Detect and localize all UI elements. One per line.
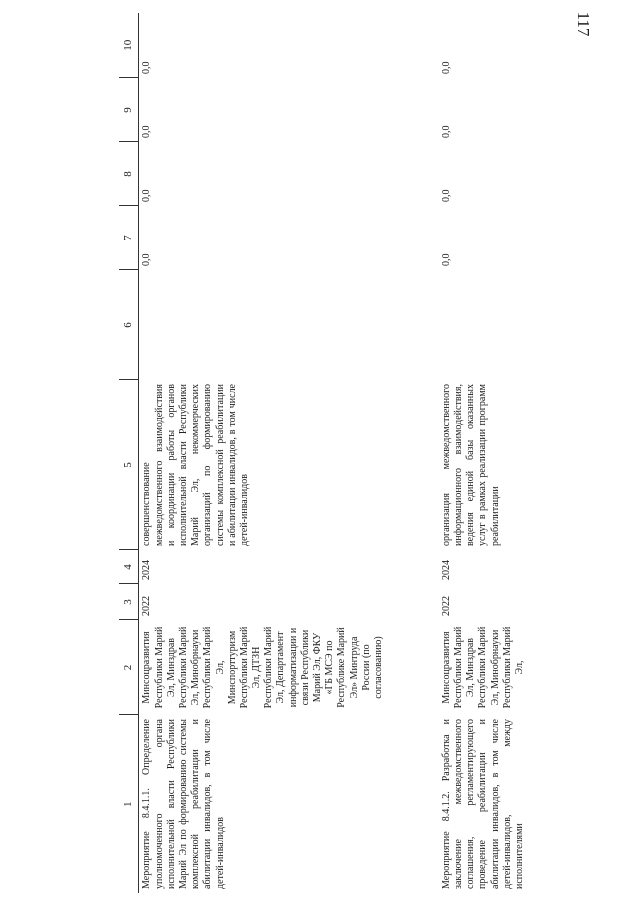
header-col-4: 4 (119, 550, 139, 584)
page-number: 117 (574, 11, 593, 37)
header-col-1: 1 (119, 715, 139, 893)
measures-table (119, 13, 528, 893)
header-col-5: 5 (119, 380, 139, 550)
measure-name: Мероприятие 8.4.1.1. Определение уполномоченного органа исполнительной власти Республики Марий Эл по формированию системы комплексной реабилитации и абилитации инвалидов, в том числе детей-инвалидов (141, 719, 226, 889)
col6-value (139, 270, 439, 380)
value-col9: 0,0 (141, 125, 153, 138)
header-col-8: 8 (119, 142, 139, 206)
header-col-9: 9 (119, 78, 139, 142)
end-year: 2024 (440, 560, 452, 580)
header-col-7: 7 (119, 206, 139, 270)
header-row (119, 13, 139, 893)
header-col-10: 10 (119, 13, 139, 78)
expected-result: организация межведомственного информационного взаимодействия, ведения единой базы оказанных услуг в рамках реализации программ реабилитации (440, 384, 501, 546)
table-row (439, 13, 528, 893)
header-col-3: 3 (119, 584, 139, 620)
executors: Минсоцразвития Республики Марий Эл, Минздрав Республики Марий Эл, Минобрнауки Республики Марий Эл, (440, 626, 526, 709)
value-col10: 0,0 (141, 61, 153, 74)
value-col8: 0,0 (440, 189, 452, 202)
value-col9: 0,0 (440, 125, 452, 138)
measure-name: Мероприятие 8.4.1.2. Разработка и заключение межведомственного соглашения, регламентирующего проведение реабилитации и абилитации инвалидов, в том числе детей-инвалидов, между исполнителями (440, 719, 526, 889)
value-col7: 0,0 (440, 253, 452, 266)
value-col8: 0,0 (141, 189, 153, 202)
col6-value (439, 270, 528, 380)
header-col-2: 2 (119, 620, 139, 715)
start-year: 2022 (440, 596, 452, 616)
table-row (139, 13, 439, 893)
value-col10: 0,0 (440, 61, 452, 74)
value-col7: 0,0 (141, 253, 153, 266)
end-year: 2024 (141, 560, 153, 580)
start-year: 2022 (141, 596, 153, 616)
executors: Минсоцразвития Республики Марий Эл, Минздрав Республики Марий Эл, Минобрнауки Республики Марий Эл, Минспорттуризм Республики Марий Эл, ДТЗН Республики Марий Эл, Департамент информатизации и связи Республики Марий Эл, ФКУ «ГБ МСЭ по Республике Марий Эл» Минтруда России (по согласованию) (141, 626, 384, 709)
landscape-table-container (119, 13, 639, 893)
expected-result: совершенствование межведомственного взаимодействия и координации работы органов исполнительной власти Республики Марий Эл, некоммерческих организаций по формированию системы комплексной реабилитации и абилитации инвалидов, в том числе детей-инвалидов (141, 384, 250, 546)
header-col-6: 6 (119, 270, 139, 380)
